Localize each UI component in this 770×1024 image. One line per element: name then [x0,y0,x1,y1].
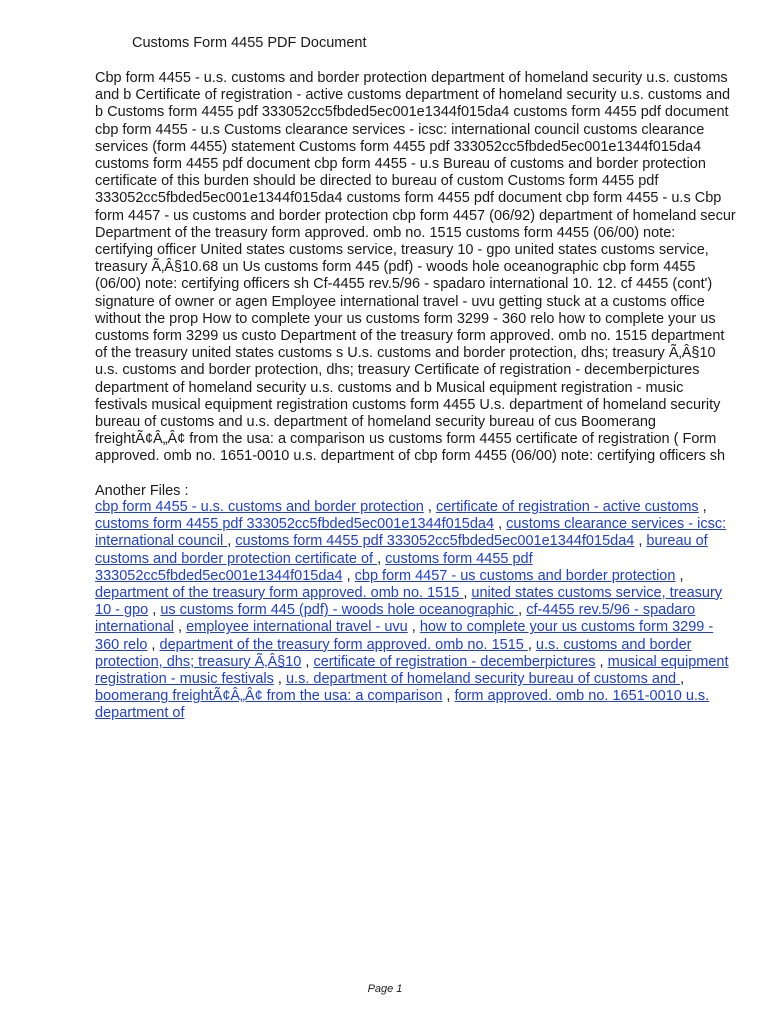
link-separator: , [527,636,536,653]
link-separator: , [407,619,420,636]
related-file-link[interactable]: united states customs service, treasury 10 - gpo [95,585,723,619]
link-separator: , [423,499,436,515]
related-file-link[interactable]: certificate of registration - active customs [435,499,699,515]
related-file-link[interactable]: customs form 4455 pdf 333052cc5fbded5ec001e1344f015da4 [95,550,533,584]
related-file-link[interactable]: musical equipment registration - music festivals [95,653,729,688]
related-links-list [95,499,735,723]
related-file-link[interactable]: form approved. omb no. 1651-0010 u.s. department of [95,688,710,722]
link-separator: , [595,653,608,670]
related-file-link[interactable]: customs clearance services - icsc: international council [95,516,727,550]
related-file-link[interactable]: how to complete your us customs form 3299 - 360 relo [95,619,714,653]
link-separator: , [147,636,160,653]
related-file-link[interactable]: employee international travel - uvu [186,619,408,636]
related-file-link[interactable]: cbp form 4457 - us customs and border protection [354,567,676,584]
link-separator: , [301,653,314,670]
page-number: Page 1 [367,983,403,995]
related-file-link[interactable]: department of the treasury form approved. omb no. 1515 [95,585,464,602]
link-separator: , [518,602,527,619]
link-separator: , [227,533,236,550]
link-separator: , [377,550,386,567]
link-separator: , [342,567,355,584]
link-separator: , [463,585,472,602]
link-separator: , [148,602,161,619]
related-file-link[interactable]: us customs form 445 (pdf) - woods hole oceanographic [160,602,519,619]
link-separator: , [494,516,507,533]
link-separator: , [680,671,685,688]
related-file-link[interactable]: customs form 4455 pdf 333052cc5fbded5ec001e1344f015da4 [235,533,635,550]
link-separator: , [442,688,455,705]
related-file-link[interactable]: bureau of customs and border protection certificate of [95,533,708,567]
related-file-link[interactable]: u.s. customs and border protection, dhs; treasury Ã‚Â§10 [95,636,692,670]
related-file-link[interactable]: boomerang freightÃ¢Â„Â¢ from the usa: a comparison [95,688,443,705]
related-file-link[interactable]: customs form 4455 pdf 333052cc5fbded5ec001e1344f015da4 [95,516,495,533]
page-title: Customs Form 4455 PDF Document [132,35,367,51]
body-paragraph: Cbp form 4455 - u.s. customs and border protection department of homeland security u.s. customs and b Certificate of registration - active customs department of homeland security u.s. customs and b Customs form 4455 pdf 333052cc5fbded5ec001e1344f015da4 customs form 4455 pdf document cbp form 4455 - u.s Customs clearance services - icsc: international council customs clearance services (form 4455) statement Customs form 4455 pdf 333052cc5fbded5ec001e1344f015da4 customs form 4455 pdf document cbp form 4455 - u.s Bureau of customs and border protection certificate of this burden should be directed to bureau of custom Customs form 4455 pdf 333052cc5fbded5ec001e1344f015da4 customs form 4455 pdf document cbp form 4455 - u.s Cbp form 4457 - us customs and border protection cbp form 4457 (06/92) department of homeland secur Department of the treasury form approved. omb no. 1515 customs form 4455 (06/00) note: certifying officer United states customs service, treasury 10 - gpo united states customs service, treasury Ã‚Â§10.68 un Us customs form 445 (pdf) - woods hole oceanographic cbp form 4455 (06/00) note: certifying officers sh Cf-4455 rev.5/96 - spadaro international 10. 12. cf 4455 (cont') signature of owner or agen Employee international travel - uvu getting stuck at a customs office without the prop How to complete your us customs form 3299 - 360 relo how to complete your us customs form 3299 us custo Department of the treasury form approved. omb no. 1515 department of the treasury united states customs s U.s. customs and border protection, dhs; treasury Ã‚Â§10 u.s. customs and border protection, dhs; treasury Certificate of registration - decemberpictures department of homeland security u.s. customs and b Musical equipment registration - music festivals musical equipment registration customs form 4455 U.s. department of homeland security bureau of customs and u.s. department of homeland security bureau of cus Boomerang freightÃ¢Â„Â¢ from the usa: a comparison us customs form 4455 certificate of registration ( Form approved. omb no. 1651-0010 u.s. department of cbp form 4455 (06/00) note: certifying officers sh [95,70,736,465]
related-file-link[interactable]: department of the treasury form approved. omb no. 1515 [159,636,528,653]
link-separator: , [675,567,684,584]
link-separator: , [698,499,707,515]
related-file-link[interactable]: certificate of registration - decemberpictures [313,653,596,670]
another-files-label: Another Files : [95,483,189,499]
related-file-link[interactable]: cf-4455 rev.5/96 - spadaro international [95,602,696,636]
link-separator: , [634,533,647,550]
related-file-link[interactable]: cbp form 4455 - u.s. customs and border protection [95,499,424,515]
link-separator: , [174,619,187,636]
link-separator: , [273,671,286,688]
related-file-link[interactable]: u.s. department of homeland security bureau of customs and [285,671,681,688]
